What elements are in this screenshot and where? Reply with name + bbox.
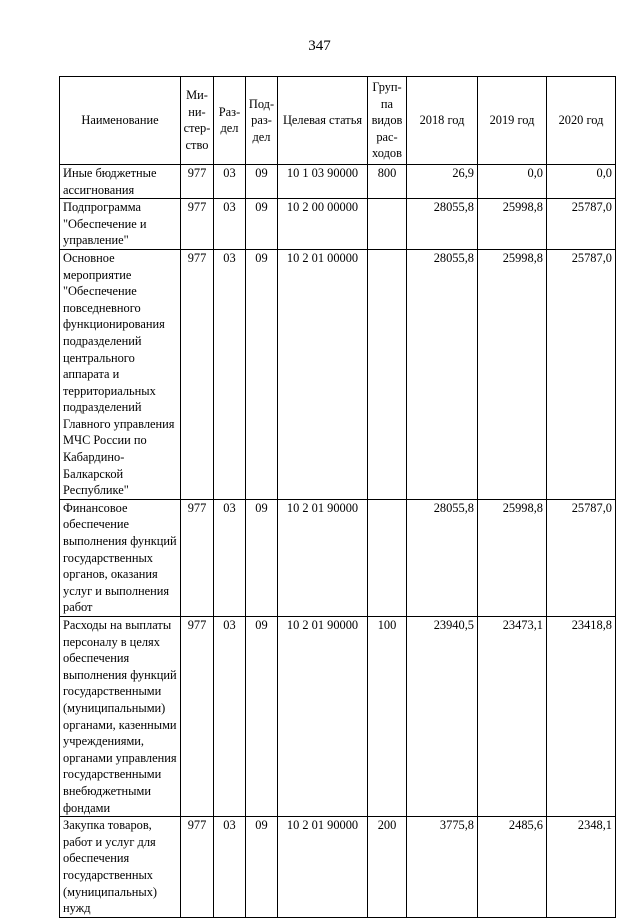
row-2019: 25998,8 — [478, 499, 547, 616]
row-ministry: 977 — [181, 617, 214, 817]
row-2018: 28055,8 — [407, 499, 478, 616]
row-name: Финансовое обеспечение выполнения функций государственных органов, оказания услуг и выполнения работ — [60, 499, 181, 616]
row-2020: 25787,0 — [547, 199, 616, 250]
row-group: 200 — [368, 817, 407, 918]
header-name: Наименование — [60, 77, 181, 165]
row-2019: 23473,1 — [478, 617, 547, 817]
row-ministry: 977 — [181, 499, 214, 616]
row-target: 10 1 03 90000 — [278, 164, 368, 198]
row-2018: 28055,8 — [407, 249, 478, 499]
row-2018: 26,9 — [407, 164, 478, 198]
row-2020: 2348,1 — [547, 817, 616, 918]
row-ministry: 977 — [181, 249, 214, 499]
row-subsection: 09 — [246, 817, 278, 918]
row-2018: 3775,8 — [407, 817, 478, 918]
row-name: Иные бюджетные ассигнования — [60, 164, 181, 198]
row-group — [368, 249, 407, 499]
table-row — [60, 499, 616, 616]
row-section: 03 — [214, 817, 246, 918]
row-target: 10 2 01 90000 — [278, 617, 368, 817]
row-ministry: 977 — [181, 199, 214, 250]
row-name: Закупка товаров, работ и услуг для обеспечения государственных (муниципальных) нужд — [60, 817, 181, 918]
header-2020: 2020 год — [547, 77, 616, 165]
header-2019: 2019 год — [478, 77, 547, 165]
row-target: 10 2 00 00000 — [278, 199, 368, 250]
row-target: 10 2 01 90000 — [278, 817, 368, 918]
table-row — [60, 249, 616, 499]
header-target: Целевая статья — [278, 77, 368, 165]
table-row — [60, 164, 616, 198]
row-2019: 2485,6 — [478, 817, 547, 918]
row-name: Подпрограмма "Обеспечение и управление" — [60, 199, 181, 250]
header-subsection: Под-раз-дел — [246, 77, 278, 165]
row-name: Основное мероприятие "Обеспечение повседневного функционирования подразделений центрального аппарата и территориальных подразделений Главного управления МЧС России по Кабардино-Балкарской Республике" — [60, 249, 181, 499]
table-header-row — [60, 77, 616, 165]
row-target: 10 2 01 90000 — [278, 499, 368, 616]
row-subsection: 09 — [246, 199, 278, 250]
row-section: 03 — [214, 249, 246, 499]
row-ministry: 977 — [181, 164, 214, 198]
row-subsection: 09 — [246, 249, 278, 499]
table-row — [60, 199, 616, 250]
row-subsection: 09 — [246, 499, 278, 616]
row-section: 03 — [214, 617, 246, 817]
row-2019: 25998,8 — [478, 199, 547, 250]
table-row — [60, 617, 616, 817]
row-group: 800 — [368, 164, 407, 198]
header-ministry: Ми-ни-стер-ство — [181, 77, 214, 165]
row-group: 100 — [368, 617, 407, 817]
row-target: 10 2 01 00000 — [278, 249, 368, 499]
budget-table — [59, 76, 616, 918]
header-section: Раз-дел — [214, 77, 246, 165]
row-section: 03 — [214, 164, 246, 198]
row-section: 03 — [214, 499, 246, 616]
row-2020: 0,0 — [547, 164, 616, 198]
row-subsection: 09 — [246, 164, 278, 198]
row-ministry: 977 — [181, 817, 214, 918]
row-section: 03 — [214, 199, 246, 250]
row-2019: 25998,8 — [478, 249, 547, 499]
row-2019: 0,0 — [478, 164, 547, 198]
row-2020: 25787,0 — [547, 249, 616, 499]
row-2020: 23418,8 — [547, 617, 616, 817]
row-group — [368, 199, 407, 250]
row-group — [368, 499, 407, 616]
row-subsection: 09 — [246, 617, 278, 817]
row-2018: 28055,8 — [407, 199, 478, 250]
row-name: Расходы на выплаты персоналу в целях обеспечения выполнения функций государственными (муниципальными) органами, казенными учреждениями, органами управления государственными внебюджетными фондами — [60, 617, 181, 817]
page-number: 347 — [308, 38, 331, 54]
header-2018: 2018 год — [407, 77, 478, 165]
table-row — [60, 817, 616, 918]
row-2018: 23940,5 — [407, 617, 478, 817]
row-2020: 25787,0 — [547, 499, 616, 616]
header-group: Груп-па видов рас-ходов — [368, 77, 407, 165]
